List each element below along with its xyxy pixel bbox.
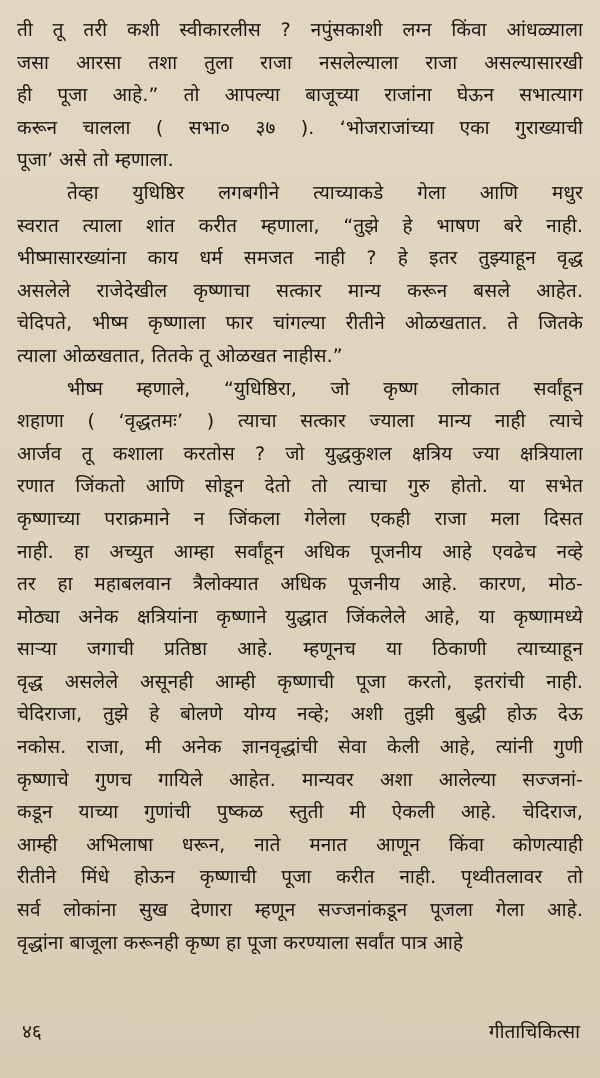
text-line: चेदिराजा, तुझे हे बोलणे योग्य नव्हे; अशी तुझी बुद्धी होऊ देऊ <box>17 703 583 726</box>
text-line: कडून याच्या गुणांची पुष्कळ स्तुती मी ऐकली आहे. चेदिराज, <box>17 801 583 824</box>
text-line: तेव्हा युधिष्ठिर लगबगीने त्याच्याकडे गेला आणि मधुर <box>67 181 583 204</box>
text-line: ही पूजा आहे.” तो आपल्या बाजूच्या राजांना घेऊन सभात्याग <box>17 84 583 107</box>
text-line: वृद्धांना बाजूला करूनही कृष्ण हा पूजा करण्याला सर्वांत पात्र आहे <box>17 931 464 954</box>
text-line: तर हा महाबलवान त्रैलोक्यात अधिक पूजनीय आहे. कारण, मोठ- <box>17 573 583 596</box>
text-line: सर्व लोकांना सुख देणारा म्हणून सज्जनांकडून पूजला गेला आहे. <box>17 899 583 922</box>
text-line: चेदिपते, भीष्म कृष्णाला फार चांगल्या रीतीने ओळखतात. ते जितके <box>17 312 583 335</box>
body-paragraph <box>17 14 583 177</box>
text-line: भीष्म म्हणाले, “युधिष्ठिरा, जो कृष्ण लोकात सर्वांहून <box>67 377 583 400</box>
text-line: असलेले राजेदेखील कृष्णाचा सत्कार मान्य करून बसले आहेत. <box>17 279 583 302</box>
page-number: ४६ <box>22 1021 42 1043</box>
text-line: पूजा’ असे तो म्हणाला. <box>17 149 174 172</box>
text-line: त्याला ओळखतात, तितके तू ओळखत नाहीस.” <box>17 344 343 367</box>
text-line: कृष्णाचे गुणच गायिले आहेत. मान्यवर अशा आलेल्या सज्जनां- <box>17 768 583 791</box>
text-line: ती तू तरी कशी स्वीकारलीस ? नपुंसकाशी लग्न किंवा आंधळ्याला <box>17 19 583 41</box>
body-paragraph <box>17 177 583 373</box>
text-line: वृद्ध असलेले असूनही आम्ही कृष्णाची पूजा करतो, इतरांची नाही. <box>17 670 583 693</box>
text-line: कृष्णाच्या पराक्रमाने न जिंकला गेलेला एकही राजा मला दिसत <box>17 507 583 530</box>
page-footer <box>22 1018 580 1048</box>
text-line: स्वरात त्याला शांत करीत म्हणाला, “तुझे हे भाषण बरे नाही. <box>17 214 583 237</box>
text-line: साऱ्या जगाची प्रतिष्ठा आहे. म्हणूनच या ठिकाणी त्याच्याहून <box>17 638 583 661</box>
body-paragraph <box>17 373 583 960</box>
text-line: करून चालला ( सभा० ३७ ). ‘भोजराजांच्या एका गुराख्याची <box>17 116 583 139</box>
text-line: नाही. हा अच्युत आम्हा सर्वांहून अधिक पूजनीय आहे एवढेच नव्हे <box>17 540 583 563</box>
text-line: रणात जिंकतो आणि सोडून देतो तो त्याचा गुरु होतो. या सभेत <box>17 475 583 498</box>
text-line: जसा आरसा तशा तुला राजा नसलेल्याला राजा असल्यासारखी <box>17 51 583 74</box>
text-line: मोठ्या अनेक क्षत्रियांना कृष्णाने युद्धात जिंकलेले आहे, या कृष्णामध्ये <box>17 605 583 628</box>
text-line: शहाणा ( ‘वृद्धतमः’ ) त्याचा सत्कार ज्याला मान्य नाही त्याचे <box>17 410 583 433</box>
text-line: भीष्मासारख्यांना काय धर्म समजत नाही ? हे इतर तुझ्याहून वृद्ध <box>17 247 583 270</box>
text-line: आम्ही अभिलाषा धरून, नाते मनात आणून किंवा कोणत्याही <box>17 833 583 856</box>
text-line: रीतीने मिंधे होऊन कृष्णाची पूजा करीत नाही. पृथ्वीतलावर तो <box>17 866 583 889</box>
text-line: नकोस. राजा, मी अनेक ज्ञानवृद्धांची सेवा केली आहे, त्यांनी गुणी <box>17 736 583 759</box>
page-body-text <box>17 14 583 959</box>
running-title: गीताचिकित्सा <box>488 1021 580 1043</box>
text-line: आर्जव तू कशाला करतोस ? जो युद्धकुशल क्षत्रिय ज्या क्षत्रियाला <box>17 442 583 465</box>
